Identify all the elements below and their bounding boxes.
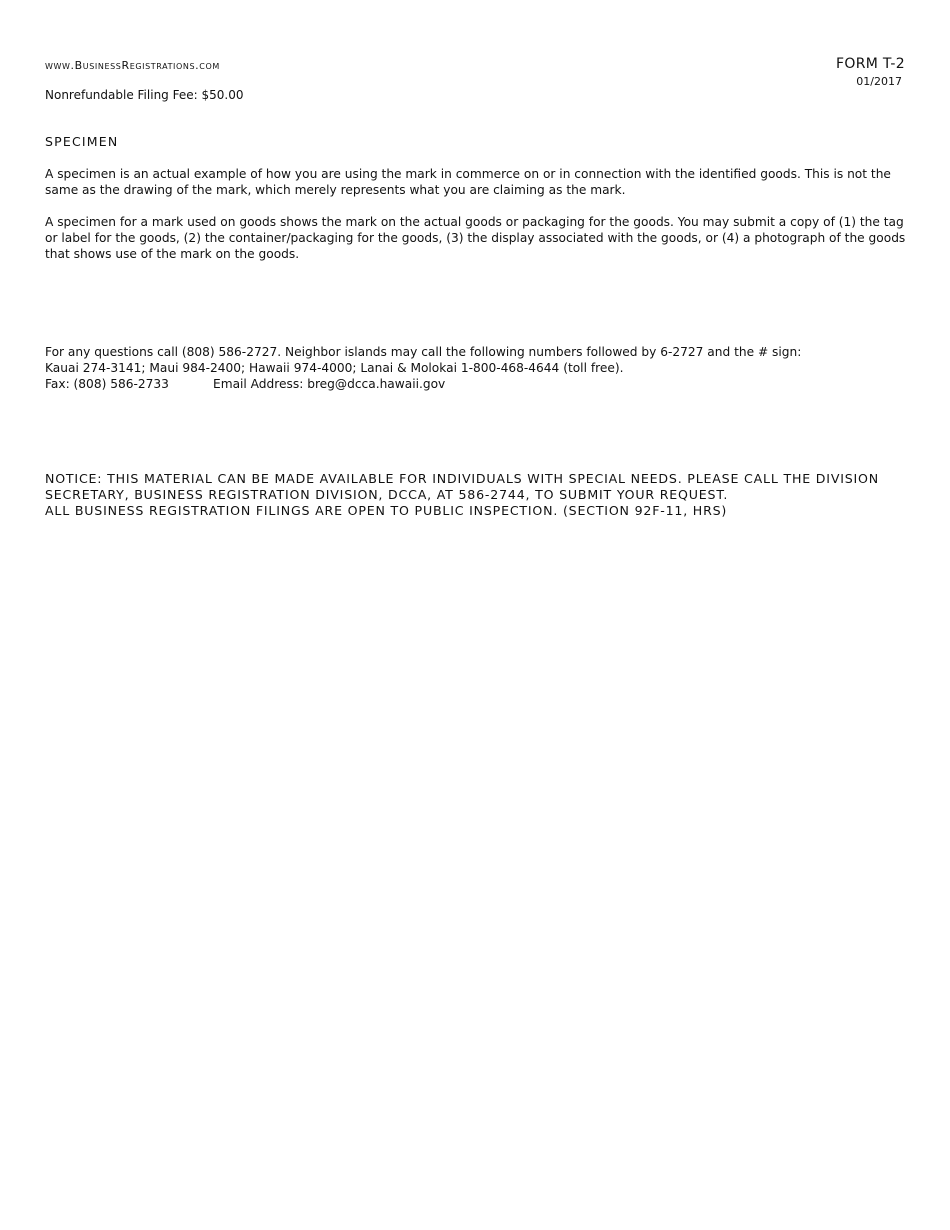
section-heading: SPECIMEN — [45, 134, 119, 149]
specimen-definition-paragraph: A specimen is an actual example of how you are using the mark in commerce on or in connection with the identified goods. This is not the same as the drawing of the mark, which merely represents what you are claiming as the mark. — [45, 167, 891, 197]
fax-number: Fax: (808) 586-2733 — [45, 377, 169, 391]
notice-block — [45, 471, 915, 519]
email-address: Email Address: breg@dcca.hawaii.gov — [213, 377, 446, 391]
notice-line-3: ALL BUSINESS REGISTRATION FILINGS ARE OPEN TO PUBLIC INSPECTION. (SECTION 92F-11, HRS) — [45, 503, 728, 518]
island-numbers-line: Kauai 274-3141; Maui 984-2400; Hawaii 974-4000; Lanai & Molokai 1-800-468-4644 (toll free). — [45, 361, 624, 375]
fax-email-line — [45, 376, 907, 392]
specimen-goods-paragraph: A specimen for a mark used on goods shows the mark on the actual goods or packaging for the goods. You may submit a copy of (1) the tag or label for the goods, (2) the container/packaging for the goods, (3) the display associated with the goods, or (4) a photograph of the goods that shows use of the mark on the goods. — [45, 215, 906, 261]
notice-line-2: SECRETARY, BUSINESS REGISTRATION DIVISION, DCCA, AT 586-2744, TO SUBMIT YOUR REQUEST. — [45, 487, 729, 502]
filing-fee: Nonrefundable Filing Fee: $50.00 — [45, 88, 244, 102]
form-date: 01/2017 — [856, 75, 902, 88]
notice-line-1: NOTICE: THIS MATERIAL CAN BE MADE AVAILABLE FOR INDIVIDUALS WITH SPECIAL NEEDS. PLEASE CALL THE DIVISION — [45, 471, 879, 486]
website-url: www.BusinessRegistrations.com — [45, 59, 220, 72]
phone-line: For any questions call (808) 586-2727. Neighbor islands may call the following numbers followed by 6-2727 and the # sign: — [45, 345, 802, 359]
form-id: FORM T-2 — [836, 56, 905, 72]
contact-info — [45, 344, 907, 392]
